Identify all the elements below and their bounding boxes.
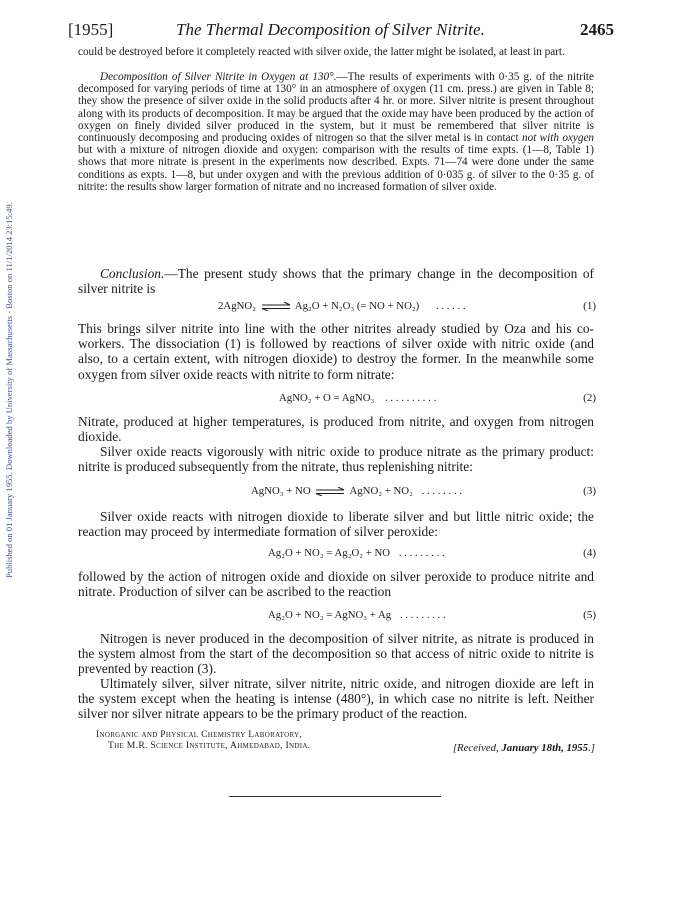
header-year: [1955] [68,20,114,39]
header-title: The Thermal Decomposition of Silver Nitrite. [176,20,485,39]
equation-2: AgNO₂ + O = AgNO₃ . . . . . . . . . . [279,392,437,404]
header-page-number: 2465 [580,20,614,39]
equation-2-number: (2) [583,392,596,404]
institution-address [96,729,310,752]
equation-5-number: (5) [583,609,596,621]
paragraph-nitrate-production: Nitrate, produced at higher temperatures, is produced from nitrite, and oxygen from nitrogen dioxide. [78,414,594,445]
end-rule [229,796,441,797]
received-date: [Received, January 18th, 1955.] [452,742,595,754]
paragraph-silver-oxide-dioxide: Silver oxide reacts with nitrogen dioxide to liberate silver and but little nitric oxide; the reaction may proceed by intermediate formation of silver peroxide: [78,509,594,540]
address-line-2: The M.R. Science Institute, Ahmedabad, India. [108,740,311,752]
address-line-1: Inorganic and Physical Chemistry Laboratory, [96,729,303,740]
equation-1-number: (1) [583,300,596,312]
equation-4: Ag₂O + NO₂ = Ag₂O₂ + NO . . . . . . . . . [268,547,445,559]
paragraph-peroxide: followed by the action of nitrogen oxide and dioxide on silver peroxide to produce nitrite and nitrate. Production of silver can be ascribed to the reaction [78,569,594,600]
download-note: Published on 01 January 1955. Downloaded by University of Massachusetts - Boston on 11/1/2014 23:15:49. [4,202,14,578]
equilibrium-arrow-icon [261,302,291,311]
emphasis-not-with-oxygen: not with oxygen [522,132,594,145]
equation-5: Ag₂O + NO₂ = AgNO₃ + Ag . . . . . . . . . [268,609,446,621]
equation-3-number: (3) [583,485,596,497]
section-heading: Decomposition of Silver Nitrite in Oxygen at 130°. [100,71,337,83]
paragraph-nitrogen: Nitrogen is never produced in the decomposition of silver nitrite, as nitrate is produced in the system almost from the start of the decomposition so that access of nitric oxide to nitrite is prevented by reaction (3). [78,631,594,677]
paragraph-ultimately: Ultimately silver, silver nitrate, silver nitrite, nitric oxide, and nitrogen dioxide are left in the system except when the heating is intense (480°), in which case no nitrite is left. Neither silver nor silver nitrate appears to be the primary product of the reaction. [78,676,594,722]
download-watermark [0,0,26,912]
paragraph-oxygen-decomposition: Decomposition of Silver Nitrite in Oxygen at 130°.—The results of experiments with 0·35 g. of the nitrite decomposed for varying periods of time at 130° in an atmosphere of oxygen (11 cm. press.) are given in Table 8; they show the presence of silver oxide in the solid products after 4 hr. or more. Silver nitrite is present throughout along with its products of decomposition. It may be argued that the oxide may have been produced by the action of oxygen on finely divided silver produced in the system, but it must be remembered that silver nitrite is continuously decomposing and producing oxides of nitrogen so that the silver metal is in contact not with oxygen but with a mixture of nitrogen dioxide and oxygen: comparison with the results of time expts. (1—8, Table 1) shows that more nitrate is present in the experiments now described. Expts. 71—74 were done under the same conditions as expts. 1—8, but under oxygen and with the previous addition of 0·035 g. of silver to the 0·35 g. of nitrite: the results show larger formation of nitrate and no increased formation of silver oxide. [78,71,595,193]
equation-4-number: (4) [583,547,596,559]
running-header [68,20,614,42]
paragraph-conclusion: Conclusion.—The present study shows that the primary change in the decomposition of silver nitrite is [78,266,594,297]
paragraph-continuation: could be destroyed before it completely reacted with silver oxide, the latter might be isolated, at least in part. [78,46,565,58]
conclusion-heading: Conclusion. [100,266,165,281]
equation-3: AgNO₃ + NO AgNO₂ + NO₂ . . . . . . . . [251,485,463,497]
paragraph-oza-nitrites: This brings silver nitrite into line with the other nitrites already studied by Oza and his co-workers. The dissociation (1) is followed by reactions of silver oxide with nitric oxide (and also, to a certain extent, with nitrogen dioxide) to destroy the former. In the meanwhile some oxygen from silver oxide reacts with nitrite to form nitrate: [78,321,594,382]
paragraph-silver-oxide-nitric: Silver oxide reacts vigorously with nitric oxide to produce nitrate as the primary product: nitrite is produced subsequently from the nitrate, thus replenishing nitrite: [78,444,594,475]
equilibrium-arrow-icon [315,487,345,496]
equation-1: 2AgNO₂ Ag₂O + N₂O₃ (= NO + NO₂) . . . . . . [218,300,466,312]
